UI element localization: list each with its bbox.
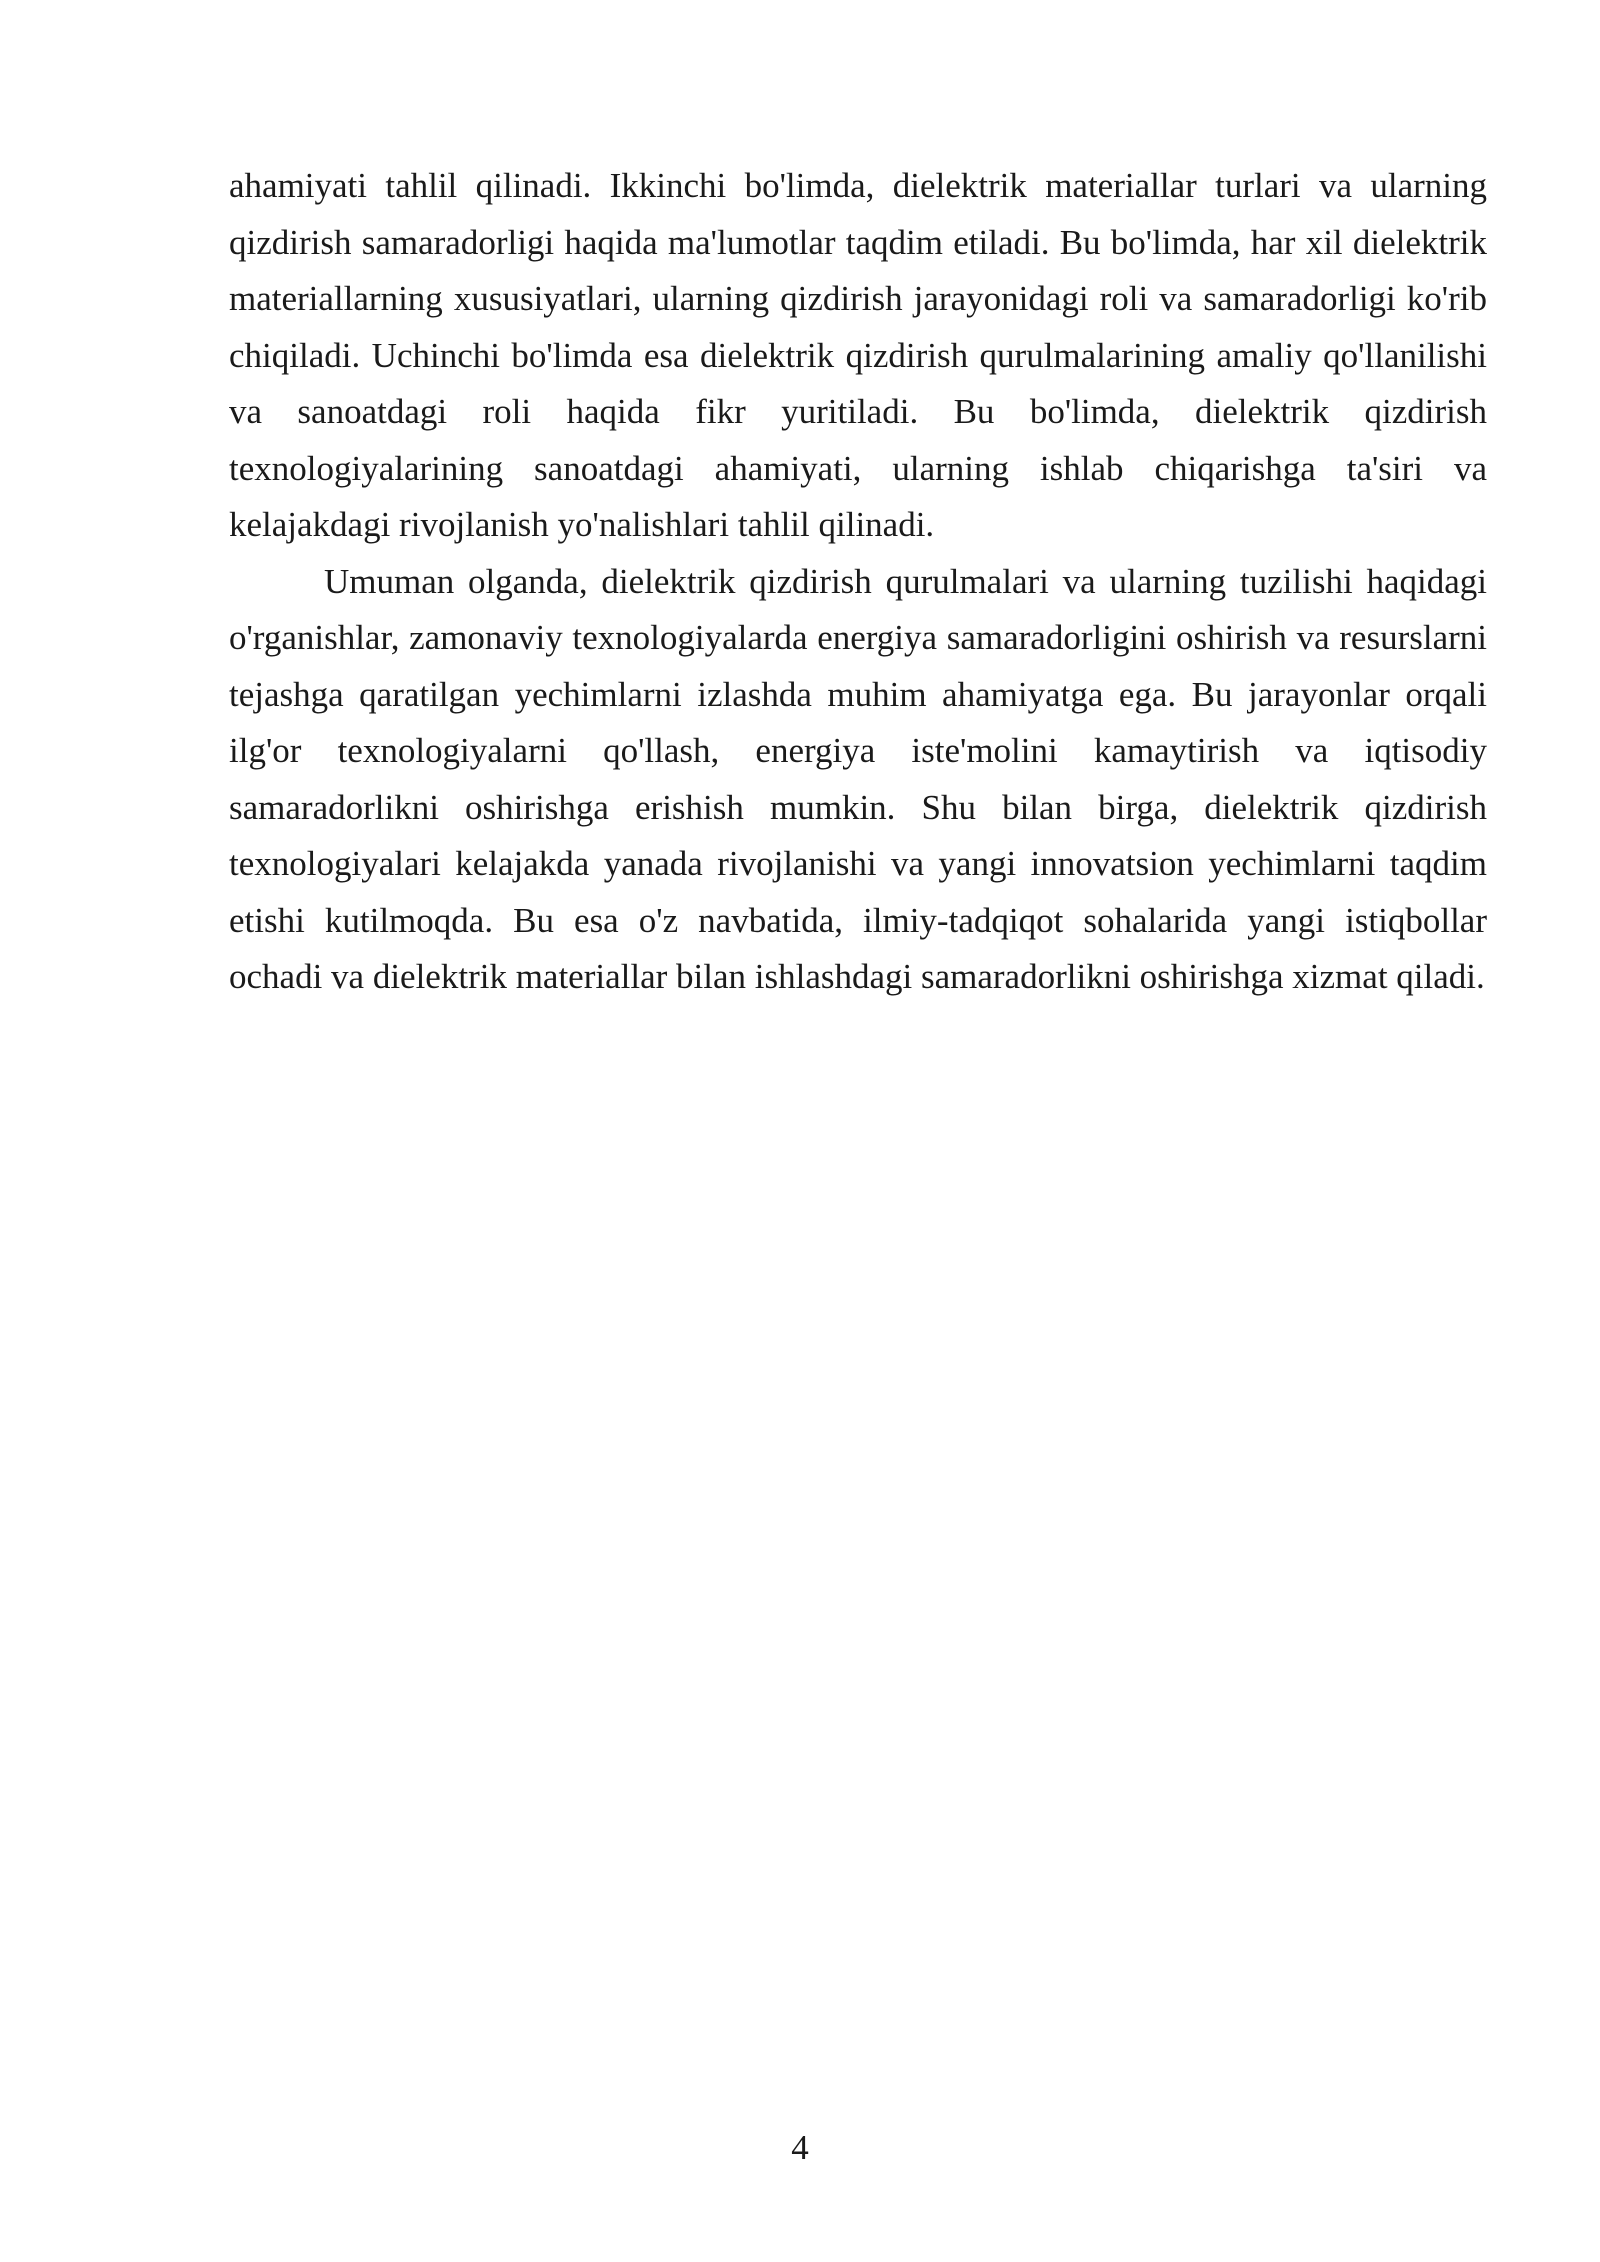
paragraph-conclusion: Umuman olganda, dielektrik qizdirish qurulmalari va ularning tuzilishi haqidagi o'rganishlar, zamonaviy texnologiyalarda energiya samaradorligini oshirish va resurslarni tejashga qaratilgan yechimlarni izlashda muhim ahamiyatga ega. Bu jarayonlar orqali ilg'or texnologiyalarni qo'llash, energiya iste'molini kamaytirish va iqtisodiy samaradorlikni oshirishga erishish mumkin. Shu bilan birga, dielektrik qizdirish texnologiyalari kelajakda yanada rivojlanishi va yangi innovatsion yechimlarni taqdim etishi kutilmoqda. Bu esa o'z navbatida, ilmiy-tadqiqot sohalarida yangi istiqbollar ochadi va dielektrik materiallar bilan ishlashdagi samaradorlikni oshirishga xizmat qiladi.: [229, 561, 1487, 996]
body-text: [229, 158, 1487, 1006]
paragraph-continuation: ahamiyati tahlil qilinadi. Ikkinchi bo'limda, dielektrik materiallar turlari va ularning qizdirish samaradorligi haqida ma'lumotlar taqdim etiladi. Bu bo'limda, har xil dielektrik materiallarning xususiyatlari, ularning qizdirish jarayonidagi roli va samaradorligi ko'rib chiqiladi. Uchinchi bo'limda esa dielektrik qizdirish qurulmalarining amaliy qo'llanilishi va sanoatdagi roli haqida fikr yuritiladi. Bu bo'limda, dielektrik qizdirish texnologiyalarining sanoatdagi ahamiyati, ularning ishlab chiqarishga ta'siri va kelajakdagi rivojlanish yo'nalishlari tahlil qilinadi.: [229, 166, 1487, 544]
page-number: 4: [791, 2128, 809, 2167]
